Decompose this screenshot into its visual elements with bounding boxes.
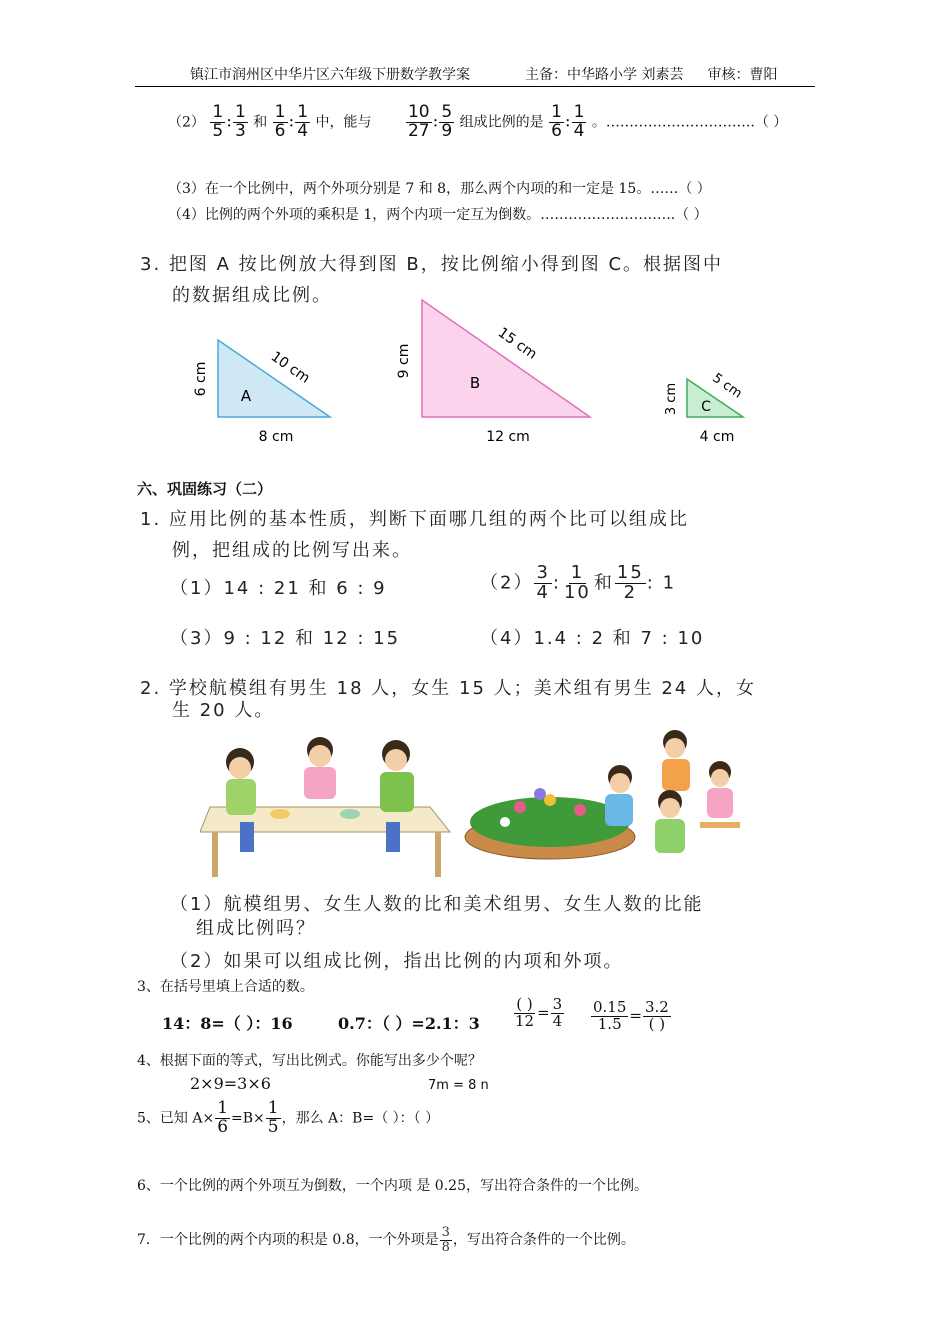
page-header (135, 64, 815, 87)
fraction: $\frac{1}{10}$ (563, 562, 591, 603)
fraction: $\frac{3}{4}$ (536, 562, 550, 603)
s6-q2-sub1b: 组成比例吗？ (196, 918, 316, 939)
triangle-b (396, 300, 590, 445)
triangle-question-line1: 3. 把图 A 按比例放大得到图 B，按比例缩小得到图 C。根据图中 (140, 254, 724, 275)
s6-q2-sub1a: （1）航模组男、女生人数的比和美术组男、女生人数的比能 (170, 894, 704, 915)
classroom-illustration (200, 722, 760, 882)
triangle-a-base: 8 cm (258, 429, 294, 445)
s6-q2-line1: 2. 学校航模组有男生 18 人，女生 15 人；美术组有男生 24 人，女 (140, 678, 756, 699)
fraction: $\frac{1}{3}$ (234, 102, 246, 141)
fraction: $\frac{10}{27}$ (407, 102, 430, 141)
header-author: 主备：中华路小学 刘素芸 (525, 67, 684, 83)
s6-q2-sub2: （2）如果可以组成比例，指出比例的内项和外项。 (170, 951, 624, 972)
fraction: $\frac{5}{9}$ (441, 102, 453, 141)
section-six-title: 六、巩固练习（二） (137, 480, 273, 498)
fill-q3-a: 14：8=（ ）：16 (162, 1014, 293, 1033)
fraction: $\frac{1}{6}$ (274, 102, 286, 141)
triangle-question-line2: 的数据组成比例。 (172, 285, 332, 306)
fill-q3-b: 0.7：（ ）=2.1：3 (338, 1014, 480, 1033)
q2-tail: 。…………………………..（ ） (591, 114, 788, 131)
fill-q6: 6、一个比例的两个外项互为倒数，一个内项 是 0.25，写出符合条件的一个比例。 (137, 1178, 648, 1194)
header-reviewer: 审核：曹阳 (707, 67, 778, 83)
s6-q1-c: （3）9 : 12 和 12 : 15 (170, 628, 401, 649)
triangle-c (664, 371, 745, 445)
q2-prefix: （2） (168, 114, 205, 131)
triangle-b-hyp: 15 cm (494, 324, 540, 363)
fill-q7: 7．一个比例的两个内项的积是 0.8，一个外项是 $\frac{3}{8}$ ，写出符合条件的一个比例。 (137, 1225, 635, 1255)
s6-q1-line2: 例，把组成的比例写出来。 (172, 540, 412, 561)
triangle-a-label: A (240, 387, 252, 405)
s6-q1-b: （2） $\frac{3}{4}$ : $\frac{1}{10}$ 和 $\frac{15}{2}$ : 1 (480, 562, 677, 603)
triangle-b-base: 12 cm (486, 429, 530, 445)
triangles-figure (180, 295, 780, 455)
triangle-b-label: B (469, 374, 481, 392)
triangle-c-height: 3 cm (664, 382, 679, 416)
fraction: $\frac{1}{5}$ (212, 102, 224, 141)
fill-q4-eq1: 2×9=3×6 (190, 1074, 271, 1093)
triangle-a (193, 340, 330, 445)
fraction: $\frac{15}{2}$ (616, 562, 644, 603)
s6-q1-line1: 1. 应用比例的基本性质，判断下面哪几组的两个比可以组成比 (140, 509, 689, 530)
q2-mid2: 组成比例的是 (459, 114, 544, 131)
fill-q4-title: 4、根据下面的等式，写出比例式。你能写出多少个呢？ (137, 1053, 482, 1069)
triangle-c-hyp: 5 cm (709, 370, 745, 402)
judge-q2: （2） $\frac{1}{5}$ : $\frac{1}{3}$ 和 $\frac{1}{6}$ : $\frac{1}{4}$ 中，能与 $\frac{10}{27}$ : $\frac{5}{9}$ 组成比例的是 $\frac{1}{6}$ : $\frac{1}{4}$ 。…………………………..（ ） (168, 102, 788, 141)
fraction: $\frac{1}{6}$ (551, 102, 562, 141)
fill-q5: 5、已知 A× $\frac{1}{6}$ =B× $\frac{1}{5}$ ，那么 A：B=（ ）：（ ） (137, 1098, 440, 1137)
fill-q4-eq2: 7m = 8 n (428, 1078, 489, 1093)
judge-q3: （3）在一个比例中，两个外项分别是 7 和 8，那么两个内项的和一定是 15。……（ ） (168, 181, 711, 197)
judge-q4: （4）比例的两个外项的乘积是 1，两个内项一定互为倒数。………………………..（ ） (168, 207, 708, 223)
fill-q3-c: $\frac{( )}{12}$ = $\frac{3}{4}$ (515, 995, 563, 1030)
s6-q2-line2: 生 20 人。 (172, 700, 275, 721)
header-title: 镇江市润州区中华片区六年级下册数学教学案 (190, 67, 470, 83)
fraction: $\frac{1}{4}$ (297, 102, 309, 141)
triangle-a-height: 6 cm (193, 361, 209, 397)
q2-and: 和 (253, 114, 268, 131)
q2-mid: 中，能与 (315, 114, 372, 131)
s6-q1-a: （1）14 : 21 和 6 : 9 (170, 578, 387, 599)
fraction: $\frac{1}{4}$ (573, 102, 585, 141)
triangle-c-base: 4 cm (699, 429, 735, 445)
fill-q3-d: $\frac{0.15}{1.5}$ = $\frac{3.2}{( )}$ (593, 998, 669, 1033)
triangle-a-hyp: 10 cm (267, 348, 313, 387)
fill-q3-title: 3、在括号里填上合适的数。 (137, 979, 314, 995)
triangle-c-label: C (701, 399, 711, 415)
s6-q1-d: （4）1.4 : 2 和 7 : 10 (480, 628, 705, 649)
triangle-b-height: 9 cm (396, 343, 412, 379)
